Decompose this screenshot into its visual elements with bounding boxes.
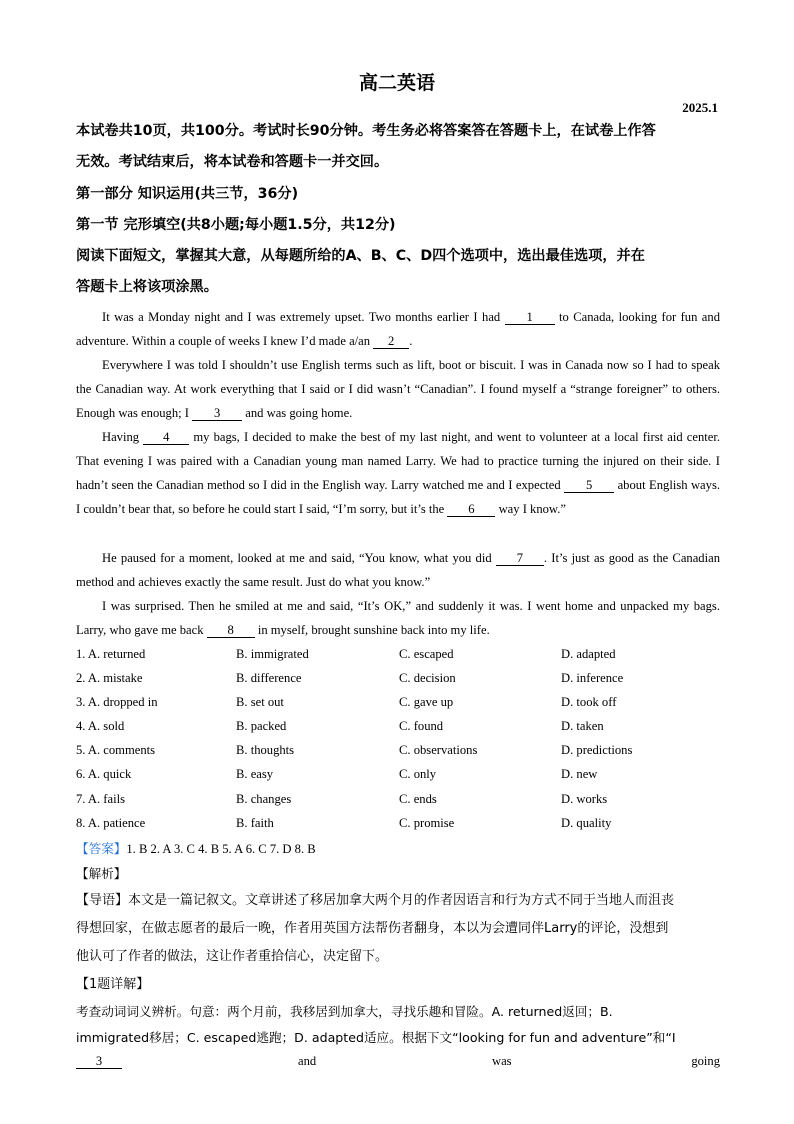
blank-1: 1 [505,310,555,325]
detail-word-going: going [691,1054,720,1068]
blank-2: 2 [373,334,409,349]
blank-5: 5 [564,478,614,493]
option-row [76,738,736,762]
option-b: B. difference [236,671,302,686]
option-d: D. predictions [561,743,633,758]
directions-line-1: 阅读下面短文，掌握其大意，从每题所给的A、B、C、D四个选项中，选出最佳选项，并在 [76,248,645,264]
option-b: B. easy [236,767,274,782]
option-b: B. immigrated [236,647,309,661]
directions-line-2: 答题卡上将该项涂黑。 [76,279,218,295]
detail-blank: 3 [76,1054,122,1069]
guide-line-2: 得想回家，在做志愿者的最后一晚，作者用英国方法帮伤者翻身，本以为会遭同伴Larry的评论，没想到 [76,921,669,936]
option-row [76,714,736,738]
answer-line [76,839,316,859]
option-a: 6. A. quick [76,767,132,782]
option-a: 1. A. returned [76,647,146,661]
blank-7: 7 [496,551,544,566]
answer-tag: 【答案】 [76,841,127,856]
analysis-label: 【解析】 [76,866,127,881]
option-d: D. quality [561,815,612,830]
option-row [76,762,736,786]
option-d: D. inference [561,671,624,686]
option-a: 8. A. patience [76,815,146,830]
option-row [76,787,736,811]
option-row [76,690,736,714]
blank-6: 6 [447,502,495,517]
option-b: B. thoughts [236,743,295,758]
answer-text: 1. B 2. A 3. C 4. B 5. A 6. C 7. D 8. B [126,842,316,856]
blank-8: 8 [207,623,255,638]
option-b: B. changes [236,791,292,806]
option-c: C. observations [399,743,478,758]
detail-word-and: and [298,1054,317,1068]
detail-heading: 【1题详解】 [76,977,150,992]
option-d: D. new [561,767,598,782]
option-a: 7. A. fails [76,791,125,806]
detail-line-3 [76,1054,720,1078]
option-c: C. found [399,719,444,734]
blank-3: 3 [192,406,242,421]
option-b: B. set out [236,695,284,710]
page-title: 高二英语 [358,72,435,94]
option-a: 5. A. comments [76,743,156,758]
passage-paragraph-3: Having 4 my bags, I decided to make the best of my last night, and went to volunteer at a local first aid center. That evening I was paired with a Canadian young man named Larry. We had to practice turning the injured on their side. I hadn’t seen the Canadian method so I did in the English way. Larry watched me and I expected 5 about English ways. I couldn’t bear that, so before he could start I said, “I’m sorry, but it’s the 6 way I know.” [76,430,720,516]
passage-paragraph-1: It was a Monday night and I was extremely upset. Two months earlier I had 1 to Canada, looking for fun and adventure. Within a couple of weeks I knew I’d made a/an 2 . [76,310,720,348]
option-b: B. packed [236,719,287,734]
option-row [76,811,736,835]
part-heading: 第一部分 知识运用(共三节，36分) [76,186,299,202]
detail-line-1: 考查动词词义辨析。句意：两个月前，我移居到加拿大，寻找乐趣和冒险。A. returned返回；B. [76,1004,613,1019]
option-c: C. only [399,767,437,782]
option-c: C. gave up [399,695,454,710]
blank-4: 4 [143,430,189,445]
exam-date: 2025.1 [682,100,718,115]
option-a: 3. A. dropped in [76,695,158,710]
option-a: 2. A. mistake [76,671,143,686]
option-c: C. decision [399,671,456,686]
option-b: B. faith [236,815,274,830]
instruction-line-2: 无效。考试结束后，将本试卷和答题卡一并交回。 [76,154,389,170]
passage-paragraph-2: Everywhere I was told I shouldn’t use English terms such as lift, boot or biscuit. I was in Canada now so I had to speak the Canadian way. At work everything that I said or I did wasn’t “Canadian”. I found myself a “strange foreigner” to others. Enough was enough; I 3 and was going home. [76,358,720,420]
option-c: C. escaped [399,647,454,661]
option-d: D. took off [561,695,617,710]
detail-word-was: was [492,1054,512,1068]
passage-paragraph-5: I was surprised. Then he smiled at me and said, “It’s OK,” and suddenly it was. I went home and unpacked my bags. Larry, who gave me back 8 in myself, brought sunshine back into my life. [76,599,720,637]
passage-paragraph-4: He paused for a moment, looked at me and said, “You know, what you did 7 . It’s just as good as the Canadian method and achieves exactly the same result. Just do what you know.” [76,551,720,589]
option-d: D. works [561,791,608,806]
options-list [76,642,736,835]
guide-line-1: 【导语】本文是一篇记叙文。文章讲述了移居加拿大两个月的作者因语言和行为方式不同于当地人而沮丧 [76,893,675,908]
instruction-line-1: 本试卷共10页，共100分。考试时长90分钟。考生务必将答案答在答题卡上，在试卷上作答 [76,123,656,139]
section-heading: 第一节 完形填空(共8小题;每小题1.5分，共12分) [76,217,396,233]
detail-line-2: immigrated移居；C. escaped逃跑；D. adapted适应。根据下文“looking for fun and adventure”和“I [76,1030,676,1045]
option-a: 4. A. sold [76,719,125,734]
option-c: C. promise [399,815,455,830]
option-d: D. adapted [561,647,616,661]
option-row [76,642,736,666]
option-row [76,666,736,690]
guide-line-3: 他认可了作者的做法，这让作者重拾信心，决定留下。 [76,949,389,964]
option-d: D. taken [561,719,604,734]
option-c: C. ends [399,791,437,806]
